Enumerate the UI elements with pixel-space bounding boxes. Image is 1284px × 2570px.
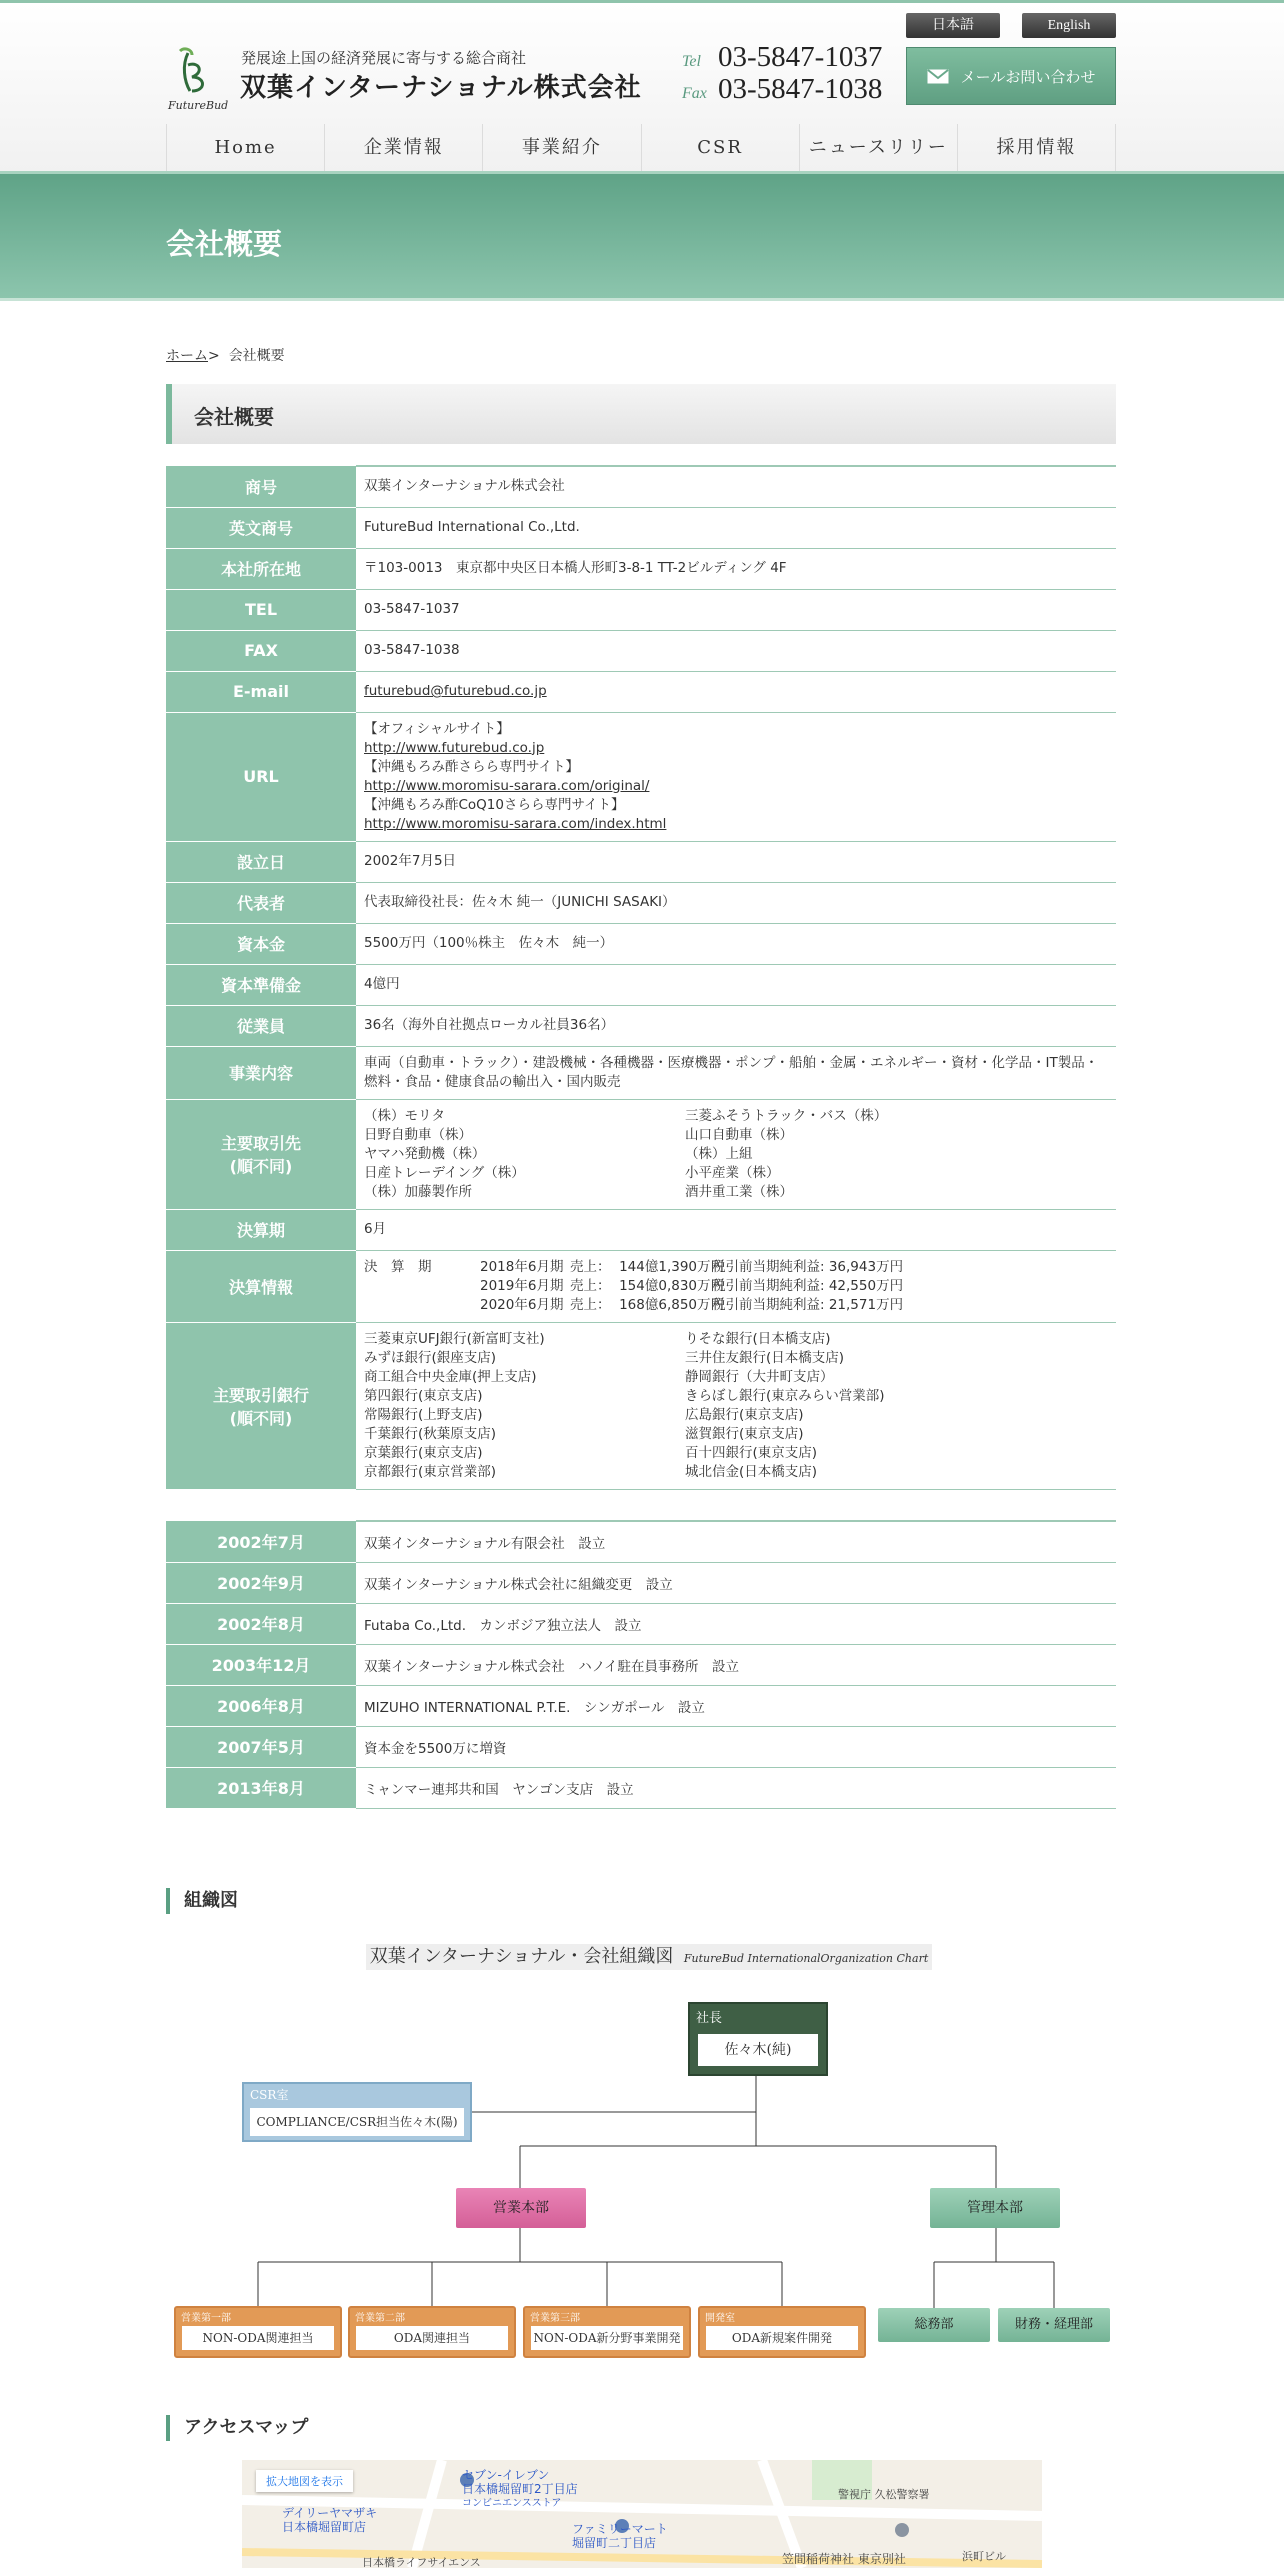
admin-unit-box: 財務・経理部 [998, 2308, 1110, 2342]
site-header [0, 3, 1284, 171]
row-label: 事業内容 [166, 1046, 356, 1099]
map-label: デイリーヤマザキ [282, 2506, 378, 2520]
unit-name: NON-ODA関連担当 [182, 2326, 334, 2350]
history-date: 2007年5月 [166, 1726, 356, 1767]
table-row [166, 1726, 1116, 1767]
fin-sales: 売上： 154億0,830万円 [570, 1277, 724, 1294]
org-chart-subtitle: FutureBud InternationalOrganization Chart [683, 1952, 929, 1965]
bank-item: 京都銀行(東京営業部) [364, 1463, 497, 1480]
table-row [166, 1005, 1116, 1046]
client-item: （株）上組 [685, 1145, 753, 1162]
history-event: Futaba Co.,Ltd. カンボジア独立法人 設立 [356, 1603, 1116, 1644]
tel-label: Tel [682, 53, 701, 70]
mail-contact-button[interactable] [906, 47, 1116, 105]
row-value: 5500万円（100％株主 佐々木 純一） [356, 923, 1116, 964]
bank-item: 三井住友銀行(日本橋支店) [685, 1349, 845, 1366]
row-value [356, 671, 1116, 712]
futurebud-logo[interactable] [166, 47, 229, 113]
table-row [166, 1521, 1116, 1562]
admin-unit-box: 総務部 [878, 2308, 990, 2342]
client-item: 日産トレーデイング（株） [364, 1164, 525, 1181]
table-row [166, 1562, 1116, 1603]
lang-ja-button[interactable]: 日本語 [906, 13, 1000, 38]
client-item: （株）加藤製作所 [364, 1183, 472, 1200]
lang-en-button[interactable]: English [1022, 13, 1116, 38]
table-row [166, 712, 1116, 841]
csr-name: COMPLIANCE/CSR担当佐々木(陽) [250, 2108, 464, 2136]
row-label: 従業員 [166, 1005, 356, 1046]
row-value [356, 712, 1116, 841]
client-item: （株）モリタ [364, 1107, 445, 1124]
row-value: 代表取締役社長：佐々木 純一（JUNICHI SASAKI） [356, 882, 1116, 923]
fin-heading: 決 算 期 [364, 1258, 432, 1275]
breadcrumb-current: 会社概要 [228, 348, 285, 364]
map-label: 日本橋堀留町2丁目店 [462, 2482, 578, 2496]
bank-item: 静岡銀行（大井町支店） [685, 1368, 834, 1385]
org-chart [170, 1942, 1116, 2362]
breadcrumb [166, 345, 285, 365]
president-box [688, 2002, 828, 2076]
table-row [166, 923, 1116, 964]
bank-item: 三菱東京UFJ銀行(新富町支社) [364, 1330, 545, 1347]
client-item: 酒井重工業（株） [685, 1183, 793, 1200]
map-label: 笠間稲荷神社 東京別社 [782, 2552, 906, 2566]
admin-hq-box: 管理本部 [930, 2188, 1060, 2228]
bank-item: 城北信金(日本橋支店) [685, 1463, 818, 1480]
fin-period: 2018年6月期 [480, 1258, 564, 1275]
csr-label: CSR室 [250, 2088, 289, 2102]
row-label: 代表者 [166, 882, 356, 923]
row-value: 2002年7月5日 [356, 841, 1116, 882]
nav-recruit[interactable]: 採用情報 [957, 124, 1116, 172]
table-row [166, 1603, 1116, 1644]
unit-label: 営業第二部 [355, 2313, 405, 2324]
mail-icon [927, 69, 949, 84]
unit-name: ODA新規案件開発 [706, 2326, 858, 2350]
map-label: 日本橋堀留町店 [282, 2520, 367, 2534]
access-map[interactable] [242, 2460, 1042, 2568]
table-row [166, 964, 1116, 1005]
row-label: TEL [166, 589, 356, 630]
unit-name: NON-ODA新分野事業開発 [531, 2326, 683, 2350]
sales-hq-box: 営業本部 [456, 2188, 586, 2228]
company-name[interactable]: 双葉インターナショナル株式会社 [240, 73, 642, 103]
sales-unit-box [698, 2306, 866, 2358]
nav-home[interactable]: Home [166, 124, 324, 172]
table-row [166, 630, 1116, 671]
fin-period: 2020年6月期 [480, 1296, 564, 1313]
sales-unit-box [174, 2306, 342, 2358]
nav-company[interactable]: 企業情報 [324, 124, 482, 172]
fin-sales: 売上： 168億6,850万円 [570, 1296, 724, 1313]
url-caption: 【沖縄もろみ酢さらら専門サイト】 [364, 758, 580, 775]
nav-csr[interactable]: CSR [641, 124, 799, 172]
client-item: 日野自動車（株） [364, 1126, 472, 1143]
url-link[interactable]: http://www.futurebud.co.jp [364, 739, 545, 756]
row-value: 03-5847-1037 [356, 589, 1116, 630]
row-value: 4億円 [356, 964, 1116, 1005]
tel-number: 03-5847-1037 [718, 41, 883, 73]
map-label: ファミリーマート [572, 2522, 668, 2536]
row-value: 双葉インターナショナル株式会社 [356, 466, 1116, 507]
fax-label: Fax [682, 85, 707, 102]
table-row [166, 671, 1116, 712]
fax-number: 03-5847-1038 [718, 73, 883, 105]
url-link[interactable]: http://www.moromisu-sarara.com/index.html [364, 815, 667, 832]
bank-item: 広島銀行(東京支店) [685, 1406, 804, 1423]
row-value [356, 1250, 1116, 1322]
url-link[interactable]: http://www.moromisu-sarara.com/original/ [364, 777, 650, 794]
row-label: 商号 [166, 466, 356, 507]
csr-box [242, 2082, 472, 2142]
row-value: 03-5847-1038 [356, 630, 1116, 671]
bank-item: 百十四銀行(東京支店) [685, 1444, 818, 1461]
row-label: 本社所在地 [166, 548, 356, 589]
history-event: 双葉インターナショナル株式会社 ハノイ駐在員事務所 設立 [356, 1644, 1116, 1685]
table-row [166, 589, 1116, 630]
unit-label: 開発室 [705, 2313, 735, 2324]
map-label: 堀留町二丁目店 [572, 2536, 657, 2550]
map-enlarge-link[interactable]: 拡大地図を表示 [256, 2470, 353, 2492]
history-date: 2006年8月 [166, 1685, 356, 1726]
row-label [166, 1322, 356, 1489]
row-label: 決算期 [166, 1209, 356, 1250]
history-table-body [166, 1520, 1116, 1809]
row-label: URL [166, 712, 356, 841]
fin-profit: 税引前当期純利益: 36,943万円 [712, 1258, 904, 1275]
table-row [166, 1322, 1116, 1489]
bank-item: 京葉銀行(東京支店) [364, 1444, 483, 1461]
row-label: 設立日 [166, 841, 356, 882]
org-heading: 組織図 [166, 1888, 238, 1914]
row-value: 〒103-0013 東京都中央区日本橋人形町3-8-1 TT-2ビルディング 4F [356, 548, 1116, 589]
bank-item: 常陽銀行(上野支店) [364, 1406, 483, 1423]
section-title: 会社概要 [194, 405, 274, 429]
bank-item: みずほ銀行(銀座支店) [364, 1349, 497, 1366]
row-label [166, 1099, 356, 1209]
map-label: セブン-イレブン [462, 2468, 550, 2482]
bank-item: きらぼし銀行(東京みらい営業部) [685, 1387, 885, 1404]
page-title: 会社概要 [166, 227, 283, 261]
table-row [166, 548, 1116, 589]
table-row [166, 1046, 1116, 1099]
client-item: 山口自動車（株） [685, 1126, 793, 1143]
row-label: 英文商号 [166, 507, 356, 548]
row-value [356, 1099, 1116, 1209]
president-label: 社長 [696, 2011, 723, 2026]
company-profile-table [166, 465, 1116, 1490]
org-chart-lines [170, 1942, 1116, 2362]
breadcrumb-sep: > [208, 348, 220, 364]
fin-period: 2019年6月期 [480, 1277, 564, 1294]
history-event: 双葉インターナショナル株式会社に組織変更 設立 [356, 1562, 1116, 1603]
page-banner [0, 171, 1284, 301]
breadcrumb-home[interactable]: ホーム [166, 348, 208, 364]
unit-label: 営業第三部 [530, 2313, 580, 2324]
table-row [166, 1685, 1116, 1726]
unit-label: 営業第一部 [181, 2313, 231, 2324]
row-value: 6月 [356, 1209, 1116, 1250]
history-event: 双葉インターナショナル有限会社 設立 [356, 1521, 1116, 1562]
unit-name: ODA関連担当 [356, 2326, 508, 2350]
org-chart-title: 双葉インターナショナル・会社組織図 [369, 1946, 674, 1967]
tagline: 発展途上国の経済発展に寄与する総合商社 [241, 49, 527, 67]
history-date: 2003年12月 [166, 1644, 356, 1685]
table-row [166, 1644, 1116, 1685]
map-label: 浜町ビル [962, 2550, 1006, 2563]
row-label: 資本準備金 [166, 964, 356, 1005]
sales-unit-box [523, 2306, 691, 2358]
client-item: ヤマハ発動機（株） [364, 1145, 486, 1162]
history-date: 2002年9月 [166, 1562, 356, 1603]
nav-business[interactable]: 事業紹介 [482, 124, 640, 172]
fin-profit: 税引前当期純利益: 21,571万円 [712, 1296, 904, 1313]
row-value: 36名（海外自社拠点ローカル社員36名） [356, 1005, 1116, 1046]
banks-label: 主要取引銀行 [212, 1385, 309, 1405]
map-heading: アクセスマップ [166, 2415, 308, 2441]
table-row [166, 507, 1116, 548]
url-caption: 【オフィシャルサイト】 [364, 720, 510, 737]
table-row [166, 1250, 1116, 1322]
history-event: ミャンマー連邦共和国 ヤンゴン支店 設立 [356, 1767, 1116, 1808]
url-caption: 【沖縄もろみ酢CoQ10さらら専門サイト】 [364, 796, 625, 813]
fin-sales: 売上： 144億1,390万円 [570, 1258, 724, 1275]
client-item: 三菱ふそうトラック・バス（株） [685, 1107, 888, 1124]
bank-item: りそな銀行(日本橋支店) [685, 1330, 831, 1347]
main-nav [166, 124, 1116, 172]
fax-line [682, 73, 882, 106]
table-row [166, 882, 1116, 923]
table-row [166, 1099, 1116, 1209]
client-item: 小平産業（株） [685, 1164, 780, 1181]
mail-contact-label: メールお問い合わせ [960, 67, 1096, 86]
table-row [166, 841, 1116, 882]
row-label: 決算情報 [166, 1250, 356, 1322]
bank-item: 千葉銀行(秋葉原支店) [364, 1425, 497, 1442]
map-label: 日本橋ライフサイエンス [362, 2556, 481, 2569]
row-label: 資本金 [166, 923, 356, 964]
row-label: E-mail [166, 671, 356, 712]
map-label: コンビニエンスストア [462, 2498, 562, 2509]
table-row [166, 466, 1116, 507]
banks-note: (順不同) [229, 1408, 293, 1428]
history-date: 2002年8月 [166, 1603, 356, 1644]
bank-item: 第四銀行(東京支店) [364, 1387, 483, 1404]
row-value [356, 1322, 1116, 1489]
email-link[interactable]: futurebud@futurebud.co.jp [364, 683, 547, 699]
row-value: FutureBud International Co.,Ltd. [356, 507, 1116, 548]
sales-unit-box [348, 2306, 516, 2358]
svg-text:FutureBud: FutureBud [168, 99, 229, 112]
history-date: 2013年8月 [166, 1767, 356, 1808]
nav-news[interactable]: ニュースリリー [799, 124, 957, 172]
table-row [166, 1209, 1116, 1250]
row-value: 車両（自動車・トラック）・建設機械・各種機器・医療機器・ポンプ・船舶・金属・エネルギー・資材・化学品・IT製品・燃料・食品・健康食品の輸出入・国内販売 [356, 1046, 1116, 1099]
bank-item: 商工組合中央金庫(押上支店) [364, 1368, 537, 1385]
tel-line [682, 41, 882, 74]
clients-note: (順不同) [229, 1157, 293, 1176]
row-label: FAX [166, 630, 356, 671]
history-event: 資本金を5500万に増資 [356, 1726, 1116, 1767]
president-name: 佐々木(純) [698, 2034, 818, 2066]
section-heading [166, 384, 1116, 444]
clients-label: 主要取引先 [220, 1134, 301, 1153]
fin-profit: 税引前当期純利益: 42,550万円 [712, 1277, 904, 1294]
table-row [166, 1767, 1116, 1808]
bank-item: 滋賀銀行(東京支店) [685, 1425, 804, 1442]
history-date: 2002年7月 [166, 1521, 356, 1562]
map-label: 警視庁 久松警察署 [838, 2488, 930, 2501]
history-event: MIZUHO INTERNATIONAL P.T.E. シンガポール 設立 [356, 1685, 1116, 1726]
